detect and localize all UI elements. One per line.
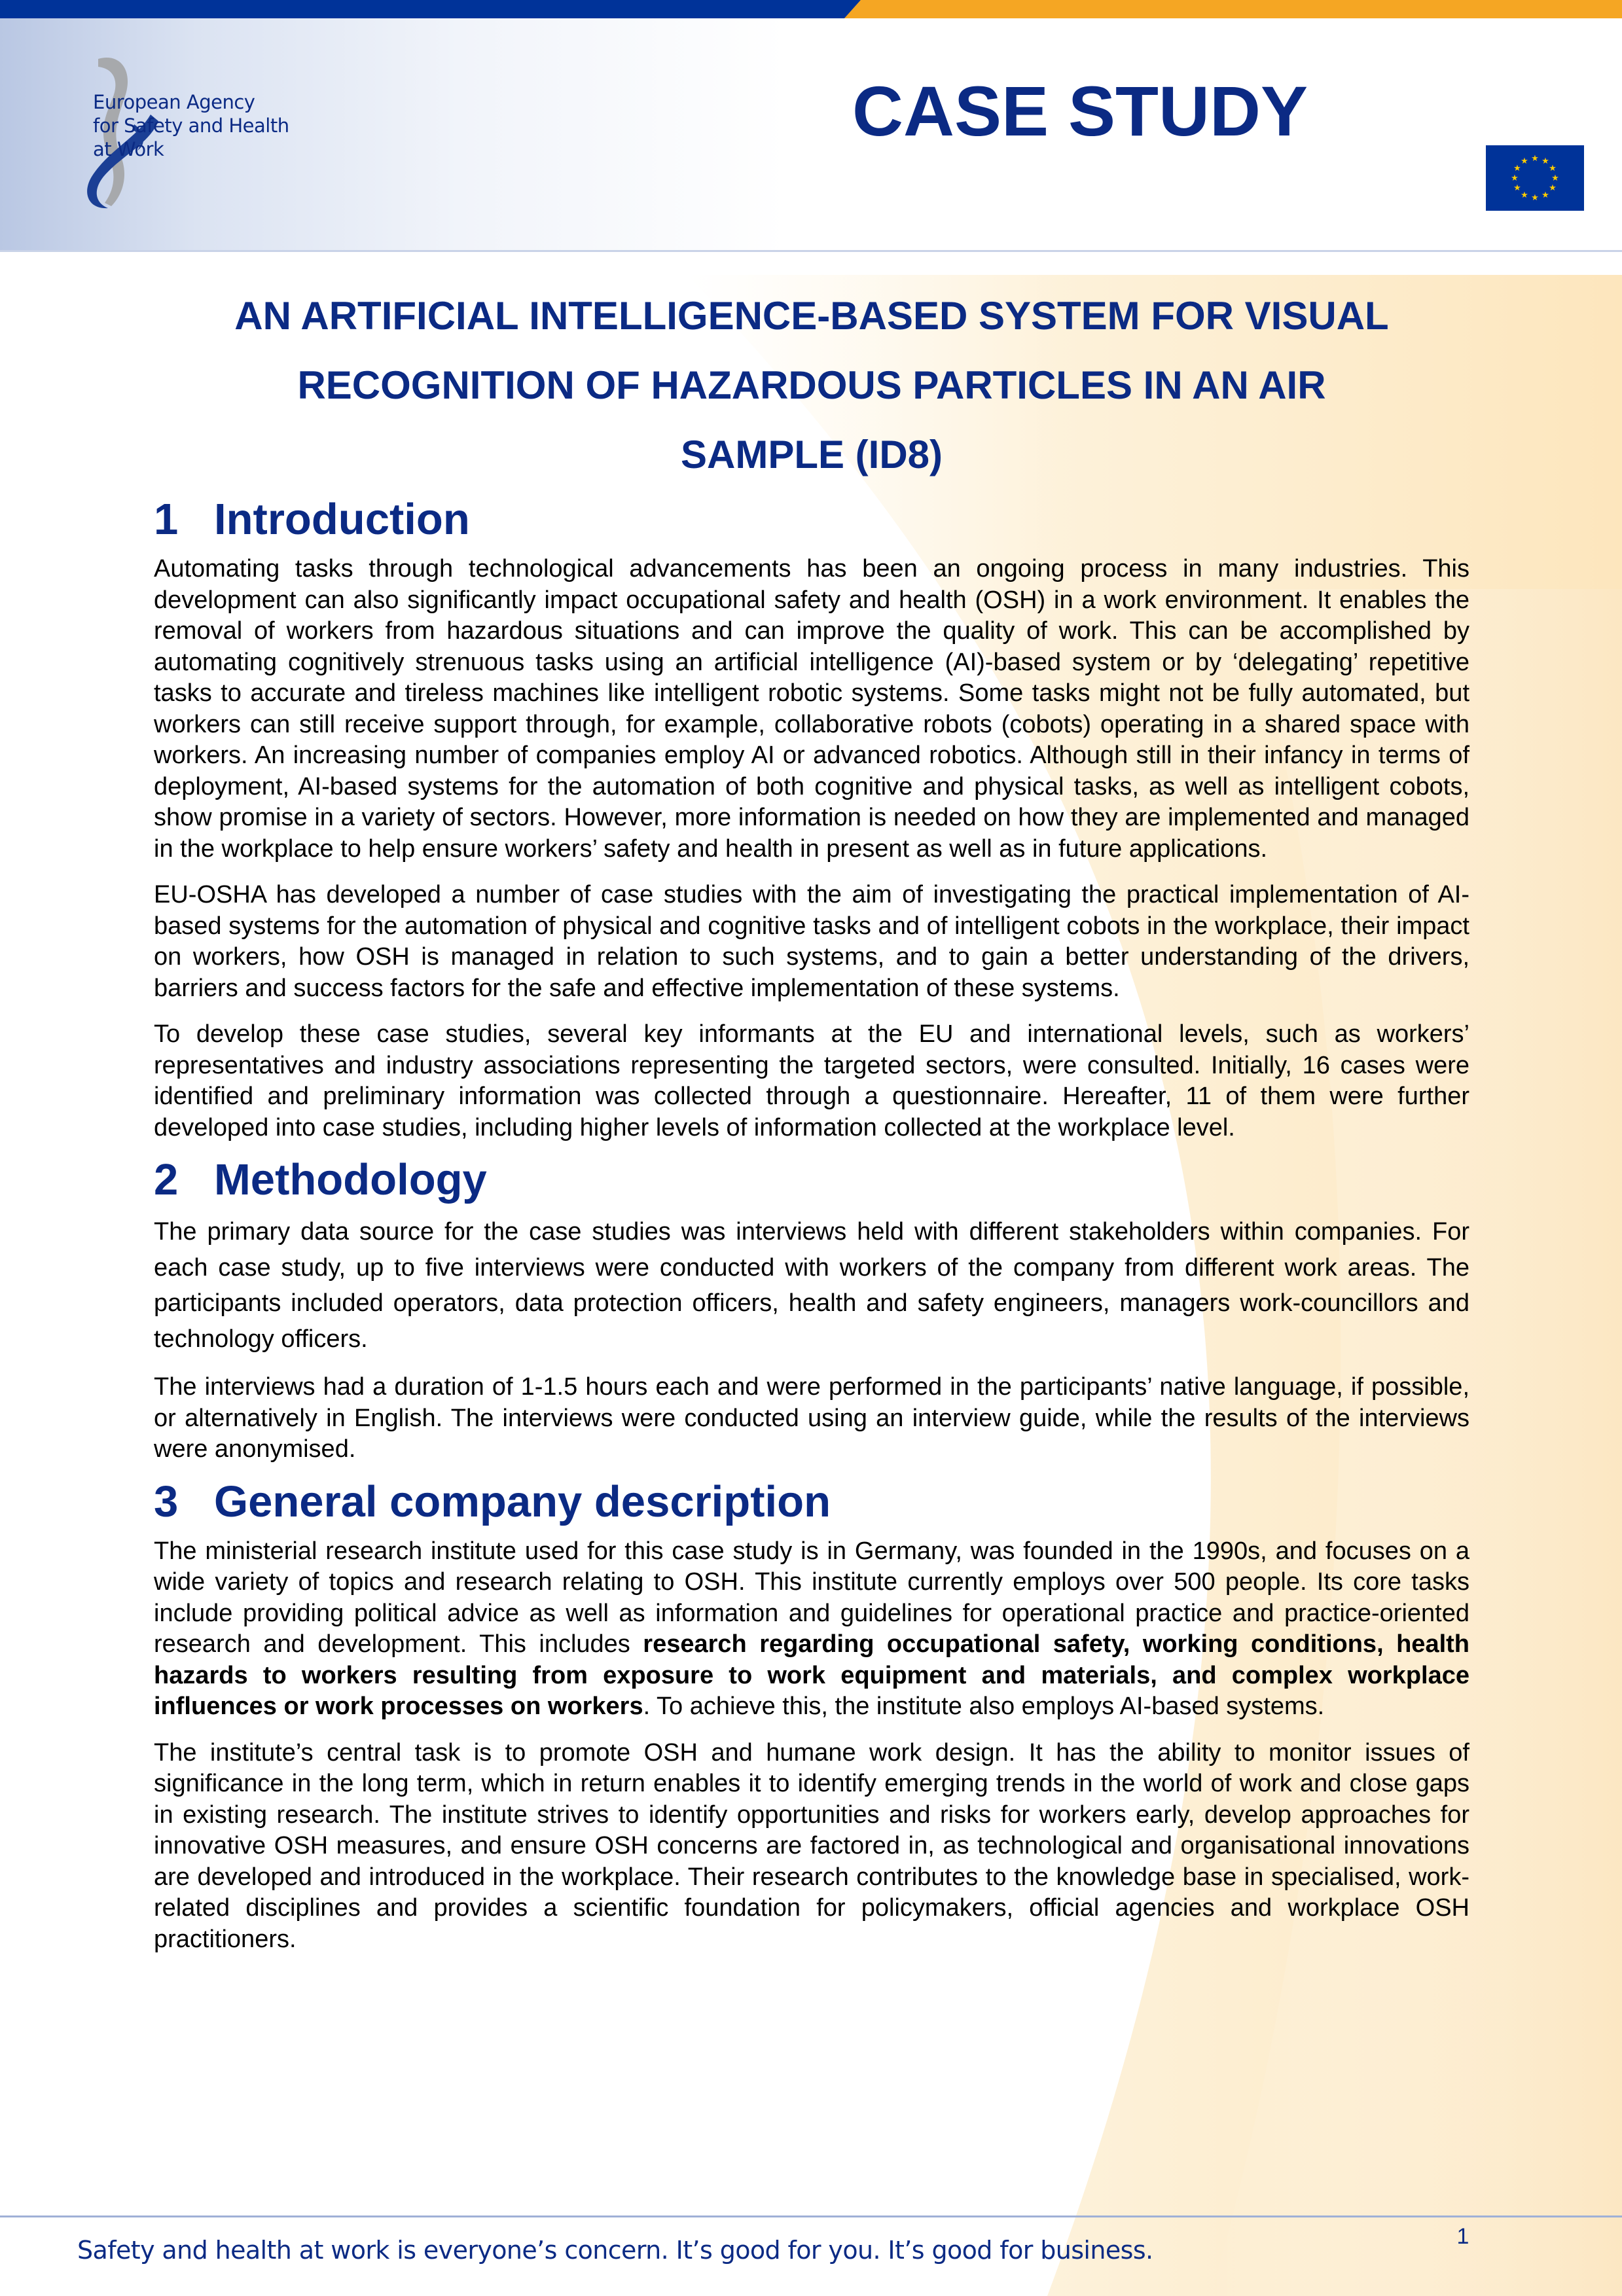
svg-text:★: ★	[1511, 173, 1519, 183]
document-title-line: AN ARTIFICIAL INTELLIGENCE-BASED SYSTEM FOR VISUAL	[234, 294, 1389, 338]
paragraph	[154, 1536, 1469, 1723]
document-title-line: SAMPLE (ID8)	[680, 433, 943, 476]
page-number: 1	[1456, 2224, 1469, 2249]
agency-name-line: European Agency	[93, 91, 255, 113]
section-body-company-description	[154, 1536, 1469, 1956]
svg-text:★: ★	[1549, 183, 1557, 193]
svg-text:★: ★	[1513, 183, 1521, 193]
paragraph-bold-text: research regarding occupational safety, working conditions, health hazards to workers resulting from exposure to work equipment and materials, and complex workplace influences or work processes on workers	[154, 1630, 1469, 1720]
agency-name	[93, 90, 289, 161]
section-number: 2	[154, 1155, 179, 1204]
svg-text:★: ★	[1521, 190, 1528, 200]
section-number: 3	[154, 1477, 179, 1526]
paragraph: The primary data source for the case studies was interviews held with different stakeholders within companies. For each case study, up to five interviews were conducted with workers of the company from different work areas. The participants included operators, data protection officers, health and safety engineers, managers work-councillors and technology officers.	[154, 1218, 1469, 1353]
agency-name-line: for Safety and Health	[93, 115, 289, 137]
paragraph: The interviews had a duration of 1-1.5 hours each and were performed in the participants’ native language, if possible, or alternatively in English. The interviews were conducted using an interview guide, while the results of the interviews were anonymised.	[154, 1373, 1469, 1463]
eu-flag-icon	[1486, 145, 1584, 211]
document-title	[154, 281, 1469, 490]
svg-text:★: ★	[1531, 154, 1539, 164]
footer-divider	[0, 2215, 1622, 2217]
svg-text:★: ★	[1551, 173, 1559, 183]
paragraph: EU-OSHA has developed a number of case studies with the aim of investigating the practical implementation of AI-based systems for the automation of physical and cognitive tasks and of intelligent cobots in the workplace, their impact on workers, how OSH is managed in relation to such systems, and to gain a better understanding of the drivers, barriers and success factors for the safe and effective implementation of these systems.	[154, 881, 1469, 1002]
section-body-methodology	[154, 1214, 1469, 1465]
header-divider	[0, 250, 1622, 252]
paragraph: Automating tasks through technological advancements has been an ongoing process in many industries. This development can also significantly impact occupational safety and health (OSH) in a work environment. It enables the removal of workers from hazardous situations and can improve the quality of work. This can be accomplished by automating cognitively strenuous tasks using an artificial intelligence (AI)-based system or by ‘delegating’ repetitive tasks to accurate and tireless machines like intelligent robotic systems. Some tasks might not be fully automated, but workers can still receive support through, for example, collaborative robots (cobots) operating in a shared space with workers. An increasing number of companies employ AI or advanced robotics. Although still in their infancy in terms of deployment, AI-based systems for the automation of both cognitive and physical tasks, as well as intelligent cobots, show promise in a variety of sectors. However, more information is needed on how they are implemented and managed in the workplace to help ensure workers’ safety and health in present as well as in future applications.	[154, 555, 1469, 863]
section-body-introduction	[154, 554, 1469, 1143]
paragraph-text: . To achieve this, the institute also employs AI-based systems.	[643, 1693, 1325, 1720]
paragraph-text: The ministerial research institute used for this case study is in Germany, was founded in the 1990s, and focuses on a wide variety of topics and research relating to OSH. This institute currently employs over 500 people. Its core tasks include providing political advice as well as information and guidelines for operational practice and practice-oriented research and development. This includes	[154, 1537, 1469, 1658]
svg-text:★: ★	[1541, 156, 1549, 166]
section-title: Introduction	[214, 495, 470, 544]
footer-slogan: Safety and health at work is everyone’s concern. It’s good for you. It’s good for business.	[77, 2236, 1153, 2265]
svg-text:★: ★	[1531, 193, 1539, 203]
document-type-title: CASE STUDY	[852, 71, 1308, 151]
svg-text:★: ★	[1549, 164, 1557, 173]
section-number: 1	[154, 495, 179, 544]
section-heading-methodology	[154, 1155, 1469, 1205]
main-content	[154, 281, 1469, 1955]
paragraph: The institute’s central task is to promote OSH and humane work design. It has the ability to monitor issues of significance in the long term, which in return enables it to identify emerging trends in the world of work and close gaps in existing research. The institute strives to identify opportunities and risks for workers early, develop approaches for innovative OSH measures, and ensure OSH concerns are factored in, as technological and organisational innovations are developed and introduced in the workplace. Their research contributes to the knowledge base in specialised, work-related disciplines and provides a scientific foundation for policymakers, official agencies and workplace OSH practitioners.	[154, 1738, 1469, 1953]
top-bar-divider	[821, 0, 861, 18]
agency-name-line: at Work	[93, 138, 164, 160]
top-bar-yellow	[838, 0, 1622, 18]
section-title: General company description	[214, 1477, 831, 1526]
paragraph: To develop these case studies, several key informants at the EU and international levels, such as workers’ representatives and industry associations representing the targeted sectors, were consulted. Initially, 16 cases were identified and preliminary information was collected through a questionnaire. Hereafter, 11 of them were further developed into case studies, including higher levels of information collected at the workplace level.	[154, 1020, 1469, 1141]
section-heading-company-description	[154, 1477, 1469, 1527]
document-title-line: RECOGNITION OF HAZARDOUS PARTICLES IN AN AIR	[297, 363, 1326, 407]
section-title: Methodology	[214, 1155, 487, 1204]
svg-text:★: ★	[1513, 164, 1521, 173]
svg-text:★: ★	[1541, 190, 1549, 200]
top-bar-blue	[0, 0, 844, 18]
section-heading-introduction	[154, 495, 1469, 545]
svg-text:★: ★	[1521, 156, 1528, 166]
